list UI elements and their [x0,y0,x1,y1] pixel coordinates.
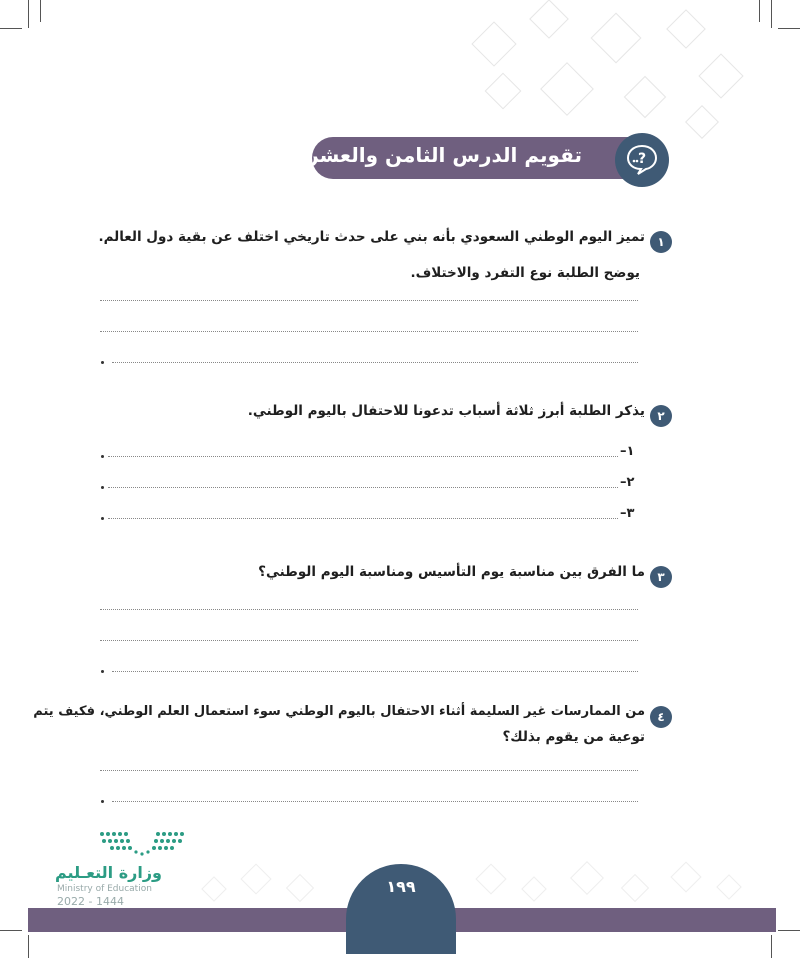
decorative-diamond [570,861,604,895]
question-text: يذكر الطلبة أبرز ثلاثة أسباب تدعونا للاحتفال باليوم الوطني. [247,403,645,419]
crop-mark [778,930,800,931]
decorative-diamond [698,53,743,98]
answer-text: يوضح الطلبة نوع التفرد والاختلاف. [410,265,640,281]
decorative-diamond [201,876,226,901]
ministry-name-arabic: وزارة التعـليم [55,863,162,882]
answer-line [100,609,638,610]
answer-line [108,518,618,519]
ministry-name-english: Ministry of Education [57,884,152,894]
crop-mark [771,935,772,958]
decorative-diamond [240,863,271,894]
decorative-diamond [591,13,642,64]
question-text: تميز اليوم الوطني السعودي بأنه بني على حدث تاريخي اختلف عن بقية دول العالم. [98,229,645,245]
ministry-logo-icon [96,828,188,862]
svg-text:?: ? [637,151,647,167]
question-number-badge: ٤ [650,706,672,728]
lesson-evaluation-banner [281,137,652,179]
decorative-diamond [485,73,522,110]
question-number-badge: ٣ [650,566,672,588]
decorative-diamond [286,874,314,902]
answer-line [100,331,638,332]
crop-mark [40,0,41,22]
answer-line [108,487,618,488]
answer-line [112,801,638,802]
answer-line [100,640,638,641]
decorative-diamond [540,62,594,116]
answer-line [100,300,638,301]
period-mark [101,486,104,489]
question-number-badge: ٢ [650,405,672,427]
decorative-diamond [666,9,706,49]
answer-line [100,770,638,771]
list-item-label: ١– [620,444,635,459]
decorative-diamond [471,21,516,66]
period-mark [101,800,104,803]
decorative-diamond [621,874,649,902]
list-item-label: ٢– [620,475,635,490]
decorative-diamond [475,863,506,894]
period-mark [101,455,104,458]
question-number-badge: ١ [650,231,672,253]
decorative-diamond [685,105,719,139]
page-number: ١٩٩ [386,877,416,896]
crop-mark [778,28,800,29]
question-text: توعية من يقوم بذلك؟ [502,729,645,745]
period-mark [101,361,104,364]
period-mark [101,670,104,673]
thinking-speech-icon [615,133,669,187]
crop-mark [759,0,760,22]
ministry-year: 2022 - 1444 [57,895,124,908]
answer-line [108,456,618,457]
crop-mark [0,28,22,29]
question-text: ما الفرق بين مناسبة يوم التأسيس ومناسبة اليوم الوطني؟ [258,564,645,580]
banner-title: تقويم الدرس الثامن والعشرين [281,143,582,167]
decorative-diamond [521,876,546,901]
decorative-diamond [529,0,569,39]
period-mark [101,517,104,520]
decorative-diamond [624,76,666,118]
answer-line [112,362,638,363]
question-text: من الممارسات غير السليمة أثناء الاحتفال باليوم الوطني سوء استعمال العلم الوطني، فكيف يتم [33,704,645,719]
crop-mark [771,0,772,28]
crop-mark [28,0,29,28]
crop-mark [28,935,29,958]
answer-line [112,671,638,672]
list-item-label: ٣– [620,506,635,521]
crop-mark [0,930,22,931]
decorative-diamond [716,874,741,899]
decorative-diamond [670,861,701,892]
